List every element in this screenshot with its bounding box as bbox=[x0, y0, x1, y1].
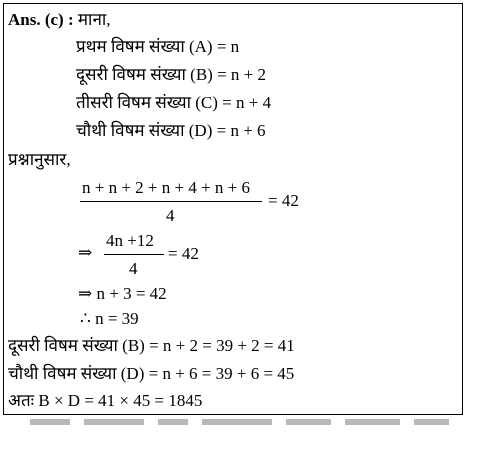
result-fourth-odd: चौथी विषम संख्या (D) = n + 6 = 39 + 6 = 45 bbox=[8, 364, 295, 383]
def-fourth-odd: चौथी विषम संख्या (D) = n + 6 bbox=[76, 121, 266, 140]
fraction1-numerator: n + n + 2 + n + 4 + n + 6 bbox=[82, 178, 251, 197]
fraction1-denominator: 4 bbox=[166, 206, 175, 225]
answer-label: Ans. (c) : bbox=[8, 10, 74, 29]
fraction2-denominator: 4 bbox=[129, 259, 138, 278]
fraction1-rhs: = 42 bbox=[268, 191, 299, 210]
result-second-odd: दूसरी विषम संख्या (B) = n + 2 = 39 + 2 = 41 bbox=[8, 336, 295, 355]
implies-symbol-1: ⇒ bbox=[78, 243, 93, 262]
answer-heading bbox=[8, 10, 111, 30]
cropped-next-line bbox=[30, 415, 470, 427]
fraction2-bar bbox=[104, 254, 164, 255]
step-n-equals: ∴ n = 39 bbox=[80, 309, 139, 328]
def-first-odd: प्रथम विषम संख्या (A) = n bbox=[76, 37, 240, 56]
fraction1-bar bbox=[80, 201, 262, 202]
step-n-plus-3: ⇒ n + 3 = 42 bbox=[78, 284, 167, 303]
assume-word: माना, bbox=[77, 10, 111, 29]
def-second-odd: दूसरी विषम संख्या (B) = n + 2 bbox=[76, 65, 267, 84]
def-third-odd: तीसरी विषम संख्या (C) = n + 4 bbox=[76, 93, 272, 112]
fraction2-rhs: = 42 bbox=[168, 244, 199, 263]
fraction2-numerator: 4n +12 bbox=[106, 231, 154, 250]
condition-label: प्रश्नानुसार, bbox=[8, 150, 71, 169]
final-answer: अतः B × D = 41 × 45 = 1845 bbox=[8, 391, 203, 410]
